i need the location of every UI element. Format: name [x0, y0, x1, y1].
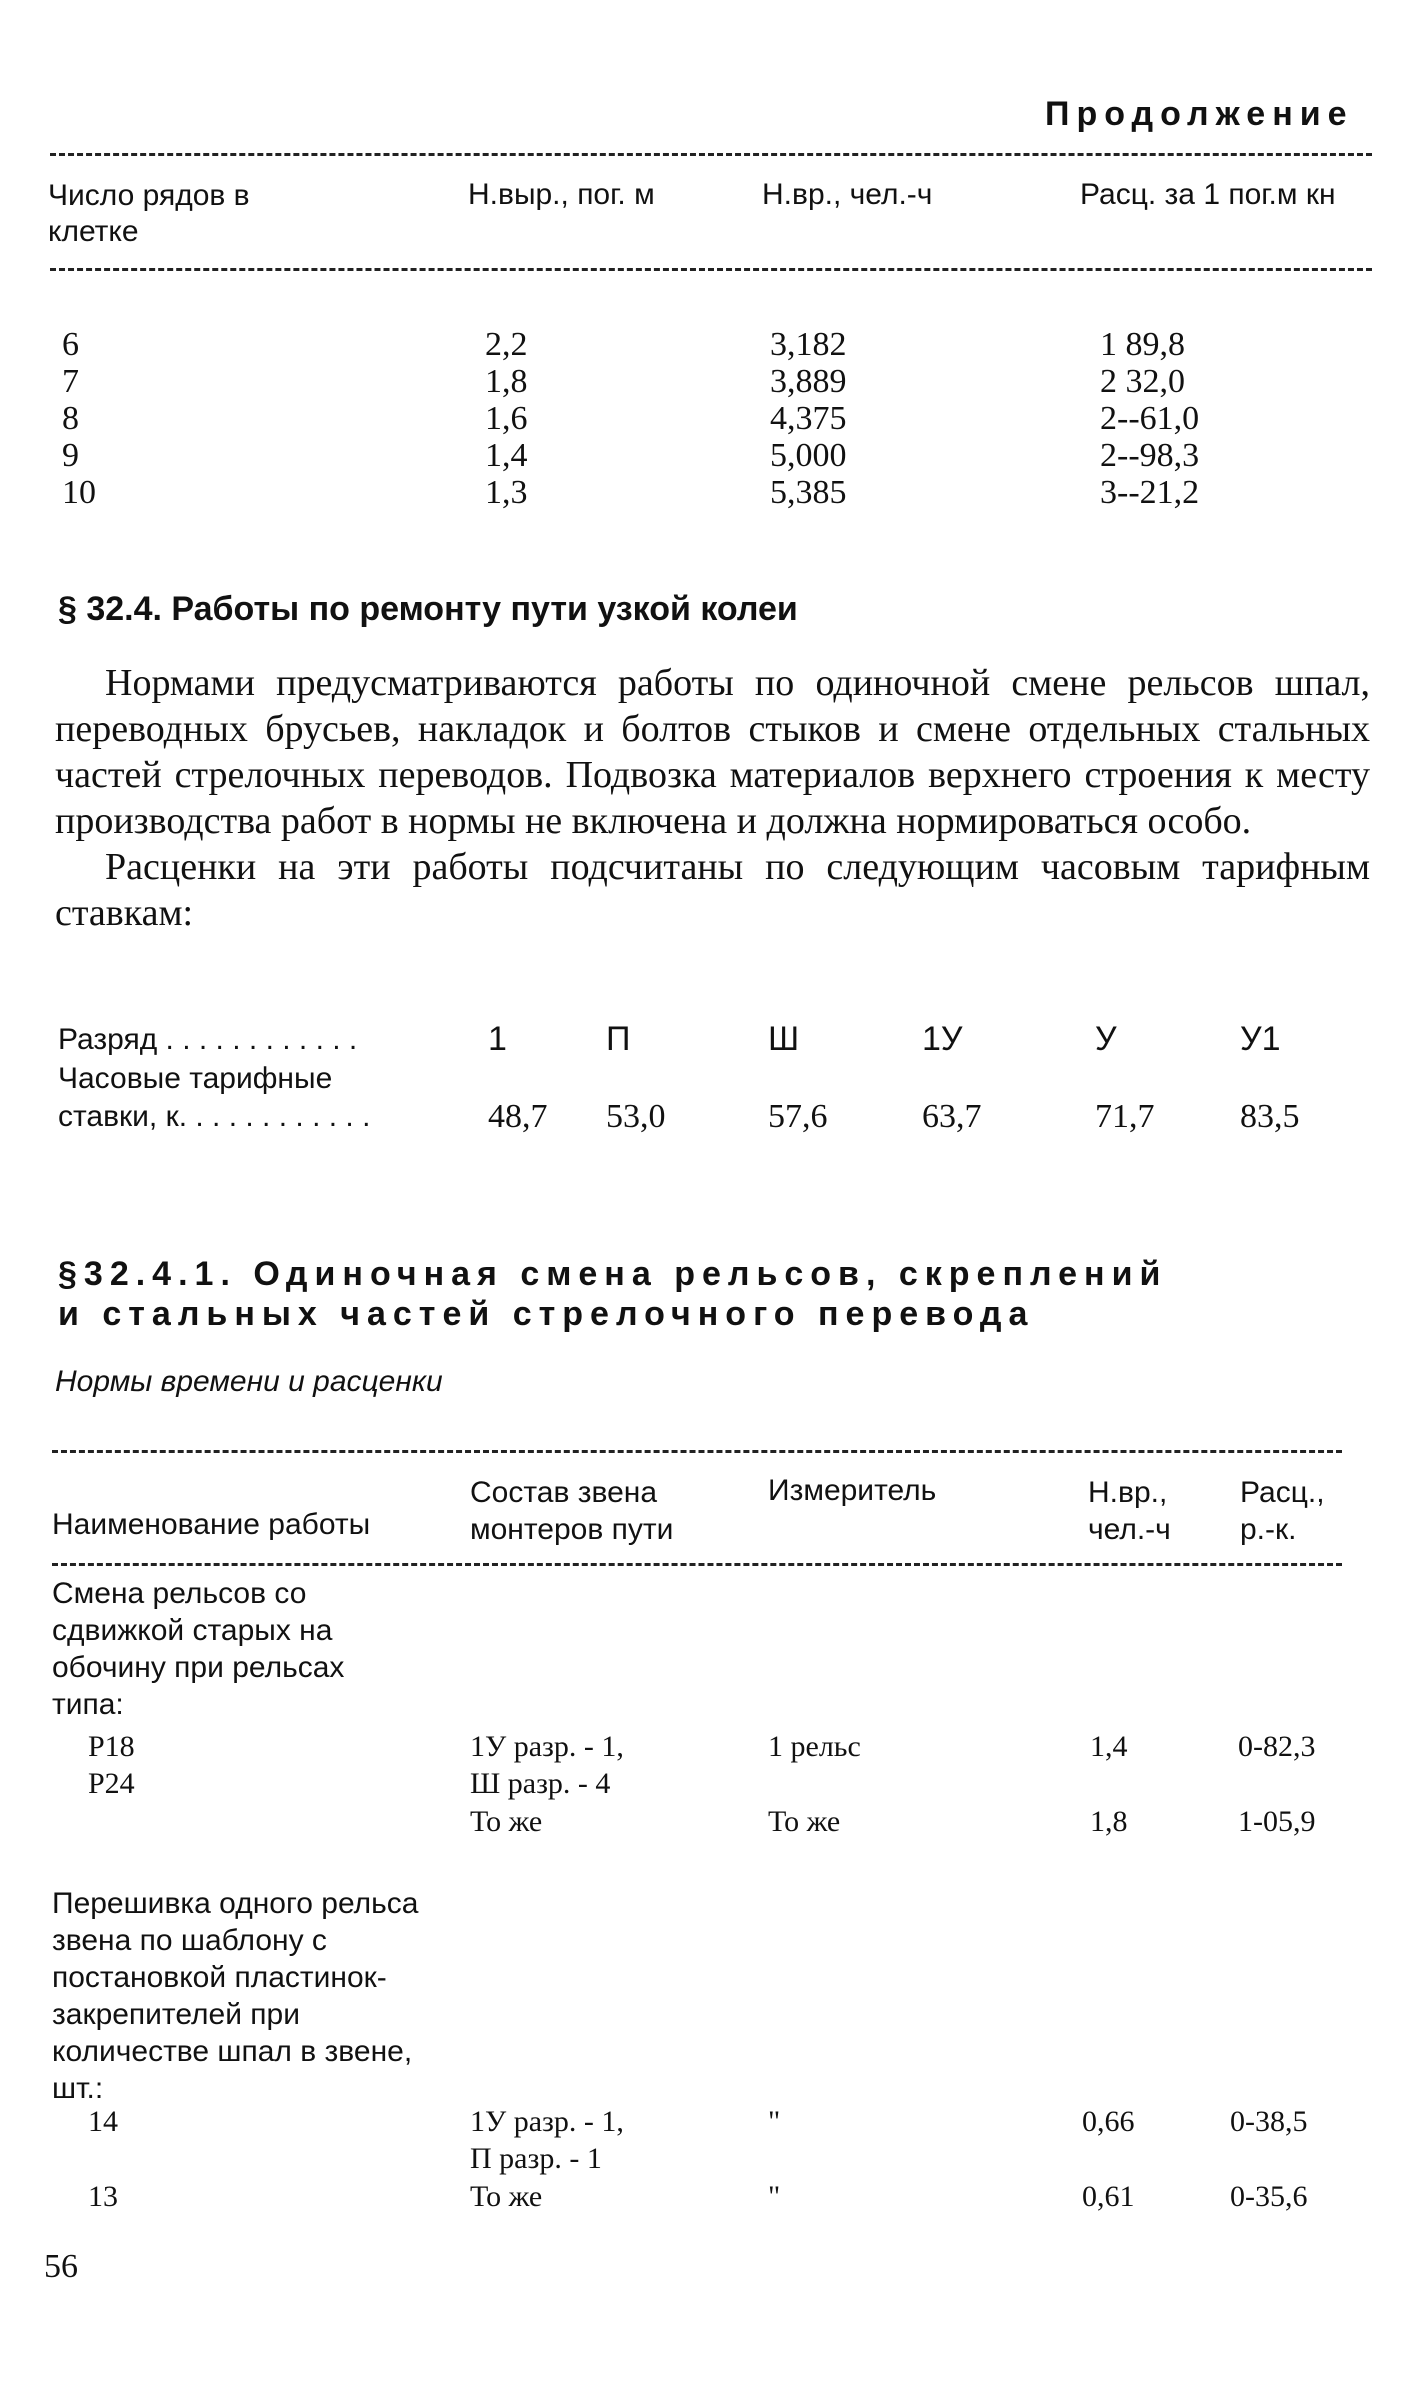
table2-cell: 0-82,3 [1238, 1730, 1316, 1763]
table1-cell: 6 [62, 326, 79, 363]
table2-cell: 0-35,6 [1230, 2180, 1308, 2213]
table-row [0, 1730, 1415, 1770]
table2-cell: 1,4 [1090, 1730, 1128, 1763]
table2-cell: 0,66 [1082, 2105, 1135, 2138]
table2-top-rule [52, 1450, 1342, 1453]
rank: 1У [922, 1020, 963, 1058]
paragraph: Нормами предусматриваются работы по одиночной смене рельсов шпал, переводных брусьев, накладок и болтов стыков и смене отдельных стальных частей стрелочных переводов. Подвозка материалов верхнего строения к месту производства работ в нормы не включена и должна нормироваться особо. [55, 662, 1370, 842]
table-row [0, 437, 1415, 477]
rates-label-line2: ставки, к. . . . . . . . . . . . [58, 1100, 371, 1133]
table-row [0, 326, 1415, 366]
table2-group-title: Смена рельсов со сдвижкой старых на обочину при рельсах типа: [52, 1577, 345, 1721]
table-row [0, 1767, 1415, 1807]
rate-value: 57,6 [768, 1098, 828, 1135]
table1-cell: 8 [62, 400, 79, 437]
table2-header-unit: Измеритель [768, 1474, 937, 1507]
table1-cell: 2--98,3 [1100, 437, 1200, 474]
table1-cell: 3,182 [770, 326, 847, 363]
body-text [55, 660, 1370, 936]
table1-cell: 1,8 [485, 363, 528, 400]
table1-cell: 2--61,0 [1100, 400, 1200, 437]
table2-cell: Р24 [88, 1767, 135, 1800]
continuation-label: Продолжение [1045, 95, 1354, 133]
table2-cell: " [768, 2105, 781, 2138]
table2-cell: 1У разр. - 1, [470, 1730, 624, 1763]
rate-value: 48,7 [488, 1098, 548, 1135]
table-row [0, 2105, 1415, 2145]
table1-cell: 3,889 [770, 363, 847, 400]
table2-cell: То же [470, 1805, 543, 1838]
table2-cell: То же [768, 1805, 841, 1838]
page-number: 56 [44, 2248, 78, 2285]
table1-cell: 3--21,2 [1100, 474, 1200, 511]
table2-cell: 0,61 [1082, 2180, 1135, 2213]
rank: Ш [768, 1020, 800, 1058]
subsection-heading-line2: и стальных частей стрелочного перевода [58, 1295, 1035, 1333]
subsection-heading: §32.4.1. Одиночная смена рельсов, скреплений [58, 1255, 1168, 1293]
table2-header-name: Наименование работы [52, 1508, 371, 1541]
table1-cell: 2 32,0 [1100, 363, 1185, 400]
table2-cell: 1 рельс [768, 1730, 861, 1763]
table2-cell: 1-05,9 [1238, 1805, 1316, 1838]
table1-cell: 1,3 [485, 474, 528, 511]
table-row [0, 363, 1415, 403]
table1-cell: 7 [62, 363, 79, 400]
table2-cell: 13 [88, 2180, 118, 2213]
table1-top-rule [50, 153, 1372, 156]
table2-header-rule [52, 1563, 1342, 1566]
table2-cell: Ш разр. - 4 [470, 1767, 611, 1800]
table1-cell: 5,385 [770, 474, 847, 511]
table2-header-time: Н.вр., чел.-ч [1088, 1476, 1171, 1546]
rank: У [1095, 1020, 1117, 1058]
table-row [0, 2180, 1415, 2220]
paragraph: Расценки на эти работы подсчитаны по следующим часовым тарифным ставкам: [55, 846, 1370, 934]
rate-value: 71,7 [1095, 1098, 1155, 1135]
table-row [0, 474, 1415, 514]
table2-group-title: Перешивка одного рельса звена по шаблону с постановкой пластинок-закрепителей при количестве шпал в звене, шт.: [52, 1887, 419, 2105]
rank: П [606, 1020, 631, 1058]
rates-label-line1: Часовые тарифные [58, 1062, 333, 1095]
table2-header-crew: Состав звена монтеров пути [470, 1476, 674, 1546]
table-row [0, 2142, 1415, 2182]
table1-header-rule [50, 268, 1372, 271]
table1-header-output: Н.выр., пог. м [468, 178, 655, 211]
table1-cell: 10 [62, 474, 96, 511]
table1-cell: 1,6 [485, 400, 528, 437]
table1-header-time: Н.вр., чел.-ч [762, 178, 933, 211]
table2-cell: 1У разр. - 1, [470, 2105, 624, 2138]
table2-header-price: Расц., р.-к. [1240, 1476, 1325, 1546]
table1-cell: 1,4 [485, 437, 528, 474]
table2-cell: 0-38,5 [1230, 2105, 1308, 2138]
table1-header-rows: Число рядов в клетке [48, 179, 250, 248]
table1-cell: 5,000 [770, 437, 847, 474]
rates-rank-label: Разряд . . . . . . . . . . . . [58, 1023, 358, 1056]
table1-cell: 9 [62, 437, 79, 474]
rank: 1 [488, 1020, 507, 1058]
table2-cell: П разр. - 1 [470, 2142, 602, 2175]
table1-header-price: Расц. за 1 пог.м кн [1080, 178, 1336, 211]
table1-cell: 1 89,8 [1100, 326, 1185, 363]
rate-value: 83,5 [1240, 1098, 1300, 1135]
norms-subtitle: Нормы времени и расценки [55, 1365, 443, 1398]
table2-cell: То же [470, 2180, 543, 2213]
rate-value: 63,7 [922, 1098, 982, 1135]
section-heading: § 32.4. Работы по ремонту пути узкой колеи [58, 590, 798, 628]
rank: У1 [1240, 1020, 1281, 1058]
table2-cell: 14 [88, 2105, 118, 2138]
table-row [0, 1805, 1415, 1845]
table1-cell: 4,375 [770, 400, 847, 437]
table1-cell: 2,2 [485, 326, 528, 363]
table2-cell: 1,8 [1090, 1805, 1128, 1838]
table2-cell: " [768, 2180, 781, 2213]
table2-cell: Р18 [88, 1730, 135, 1763]
table-row [0, 400, 1415, 440]
rate-value: 53,0 [606, 1098, 666, 1135]
